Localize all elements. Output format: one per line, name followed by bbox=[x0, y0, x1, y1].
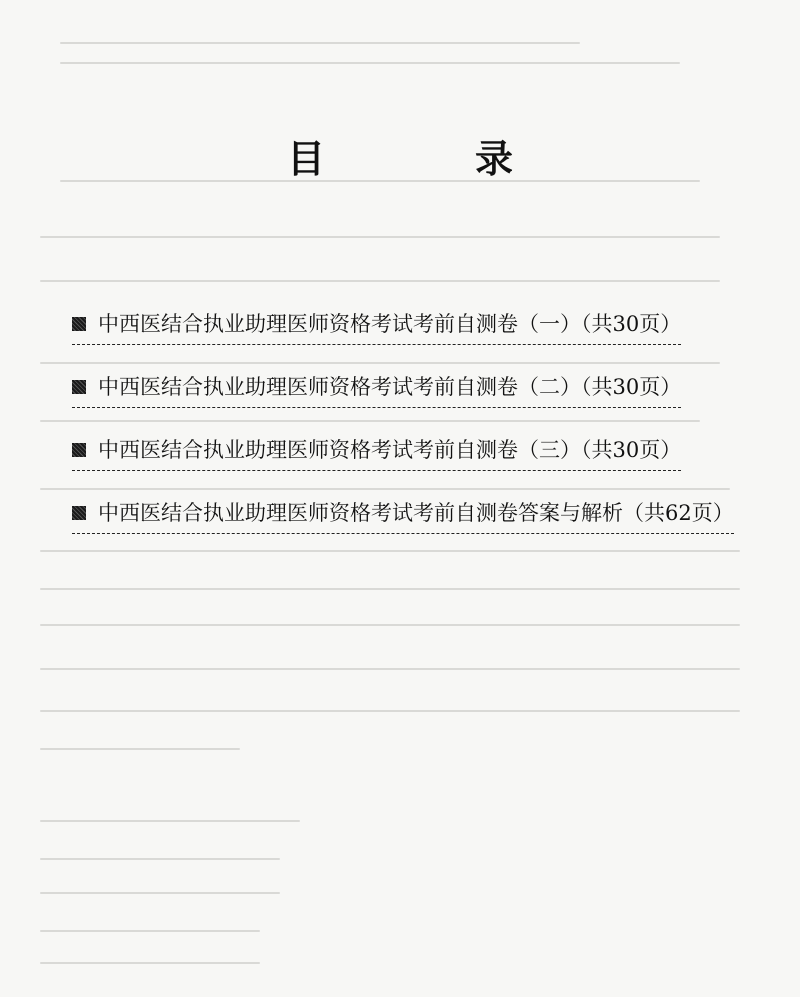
toc-item-1[interactable] bbox=[72, 308, 752, 371]
square-bullet-icon bbox=[72, 443, 86, 457]
toc-item-3[interactable] bbox=[72, 434, 752, 497]
toc-item-label: 中西医结合执业助理医师资格考试考前自测卷（三）（共30页） bbox=[98, 438, 682, 462]
toc-item-label: 中西医结合执业助理医师资格考试考前自测卷（一）（共30页） bbox=[98, 312, 682, 336]
square-bullet-icon bbox=[72, 380, 86, 394]
square-bullet-icon bbox=[72, 506, 86, 520]
toc-item-4[interactable] bbox=[72, 497, 752, 560]
page-title: 目 录 bbox=[286, 137, 569, 181]
toc-entry[interactable] bbox=[72, 371, 681, 408]
table-of-contents bbox=[72, 308, 752, 560]
toc-item-label: 中西医结合执业助理医师资格考试考前自测卷答案与解析（共62页） bbox=[98, 501, 734, 525]
toc-entry[interactable] bbox=[72, 497, 734, 534]
square-bullet-icon bbox=[72, 317, 86, 331]
toc-entry[interactable] bbox=[72, 434, 681, 471]
toc-entry[interactable] bbox=[72, 308, 681, 345]
toc-item-label: 中西医结合执业助理医师资格考试考前自测卷（二）（共30页） bbox=[98, 375, 682, 399]
toc-item-2[interactable] bbox=[72, 371, 752, 434]
